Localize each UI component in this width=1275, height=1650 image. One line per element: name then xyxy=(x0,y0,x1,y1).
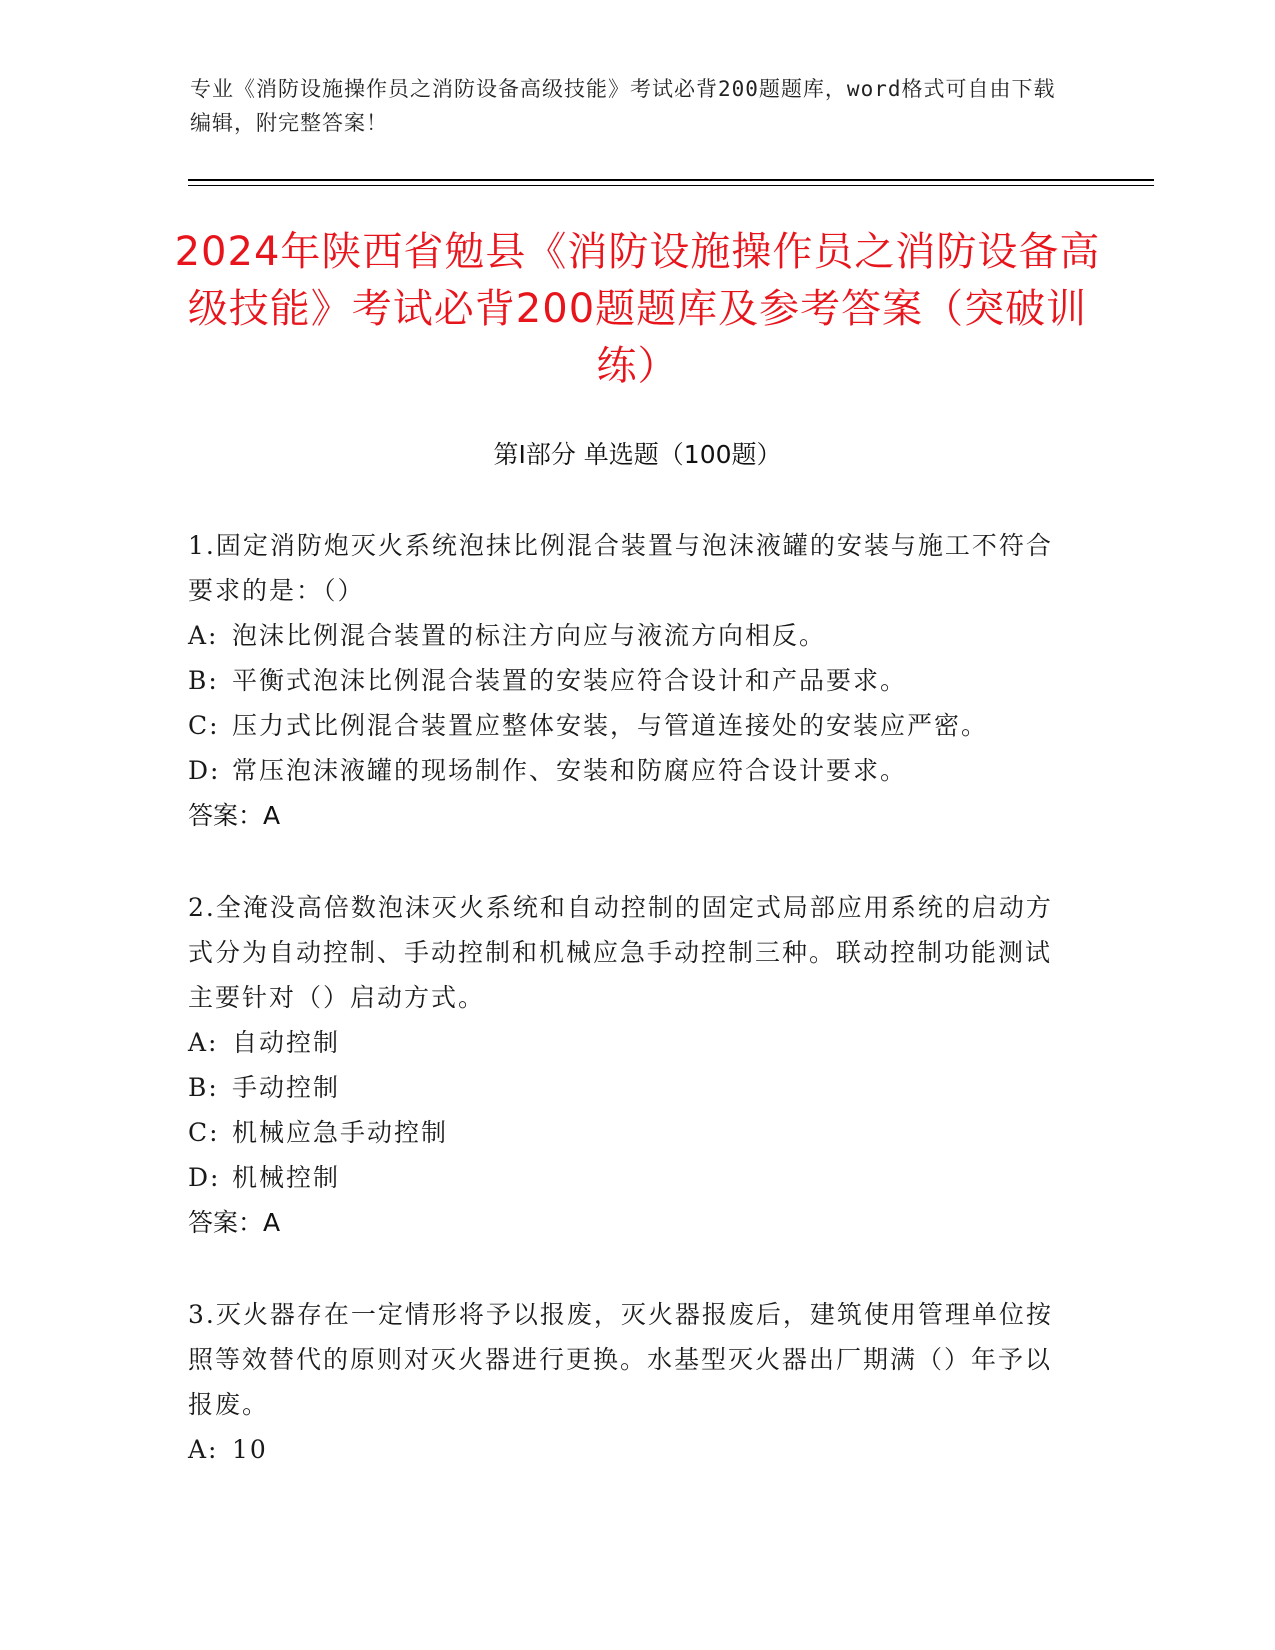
option-text: 常压泡沫液罐的现场制作、安装和防腐应符合设计要求。 xyxy=(232,756,908,785)
option-letter: D: xyxy=(188,1163,221,1192)
document-title: 2024年陕西省勉县《消防设施操作员之消防设备高级技能》考试必背200题题库及参考答案（突破训练） xyxy=(174,229,1101,389)
answer-line: 答案：A xyxy=(188,1208,281,1237)
header-note: 专业《消防设施操作员之消防设备高级技能》考试必背200题题库，word格式可自由下载编辑，附完整答案！ xyxy=(190,77,1056,135)
question-option xyxy=(188,1065,1058,1110)
option-letter: C: xyxy=(188,1118,220,1147)
question-option xyxy=(188,748,1058,793)
question-option xyxy=(188,703,1058,748)
question-option xyxy=(188,658,1058,703)
option-letter: A: xyxy=(188,1028,219,1057)
question-option xyxy=(188,1155,1058,1200)
answer-line: 答案：A xyxy=(188,801,281,830)
option-text: 机械应急手动控制 xyxy=(232,1118,449,1147)
option-letter: D: xyxy=(188,756,221,785)
question-item xyxy=(188,885,1058,1245)
question-option xyxy=(188,613,1058,658)
question-item xyxy=(188,1292,1058,1472)
option-letter: B: xyxy=(188,666,219,695)
question-list xyxy=(188,523,1058,1519)
header-divider xyxy=(188,179,1154,181)
question-option xyxy=(188,1110,1058,1155)
header-divider-thin xyxy=(188,185,1154,186)
option-text: 自动控制 xyxy=(232,1028,341,1057)
question-item xyxy=(188,523,1058,838)
option-text: 泡沫比例混合装置的标注方向应与液流方向相反。 xyxy=(232,621,827,650)
option-text: 手动控制 xyxy=(232,1073,341,1102)
option-letter: A: xyxy=(188,1435,219,1464)
section-heading: 第Ⅰ部分 单选题（100题） xyxy=(493,440,782,469)
question-option xyxy=(188,1020,1058,1065)
option-text: 压力式比例混合装置应整体安装，与管道连接处的安装应严密。 xyxy=(232,711,989,740)
option-text: 平衡式泡沫比例混合装置的安装应符合设计和产品要求。 xyxy=(232,666,908,695)
option-letter: B: xyxy=(188,1073,219,1102)
question-stem: 3.灭火器存在一定情形将予以报废，灭火器报废后，建筑使用管理单位按照等效替代的原则对灭火器进行更换。水基型灭火器出厂期满（）年予以报废。 xyxy=(188,1300,1053,1419)
question-option xyxy=(188,1427,1058,1472)
question-stem: 2.全淹没高倍数泡沫灭火系统和自动控制的固定式局部应用系统的启动方式分为自动控制、手动控制和机械应急手动控制三种。联动控制功能测试主要针对（）启动方式。 xyxy=(188,893,1053,1012)
option-text: 10 xyxy=(232,1435,268,1464)
option-letter: A: xyxy=(188,621,219,650)
option-letter: C: xyxy=(188,711,220,740)
question-stem: 1.固定消防炮灭火系统泡抹比例混合装置与泡沫液罐的安装与施工不符合要求的是：（） xyxy=(188,531,1053,605)
option-text: 机械控制 xyxy=(232,1163,341,1192)
